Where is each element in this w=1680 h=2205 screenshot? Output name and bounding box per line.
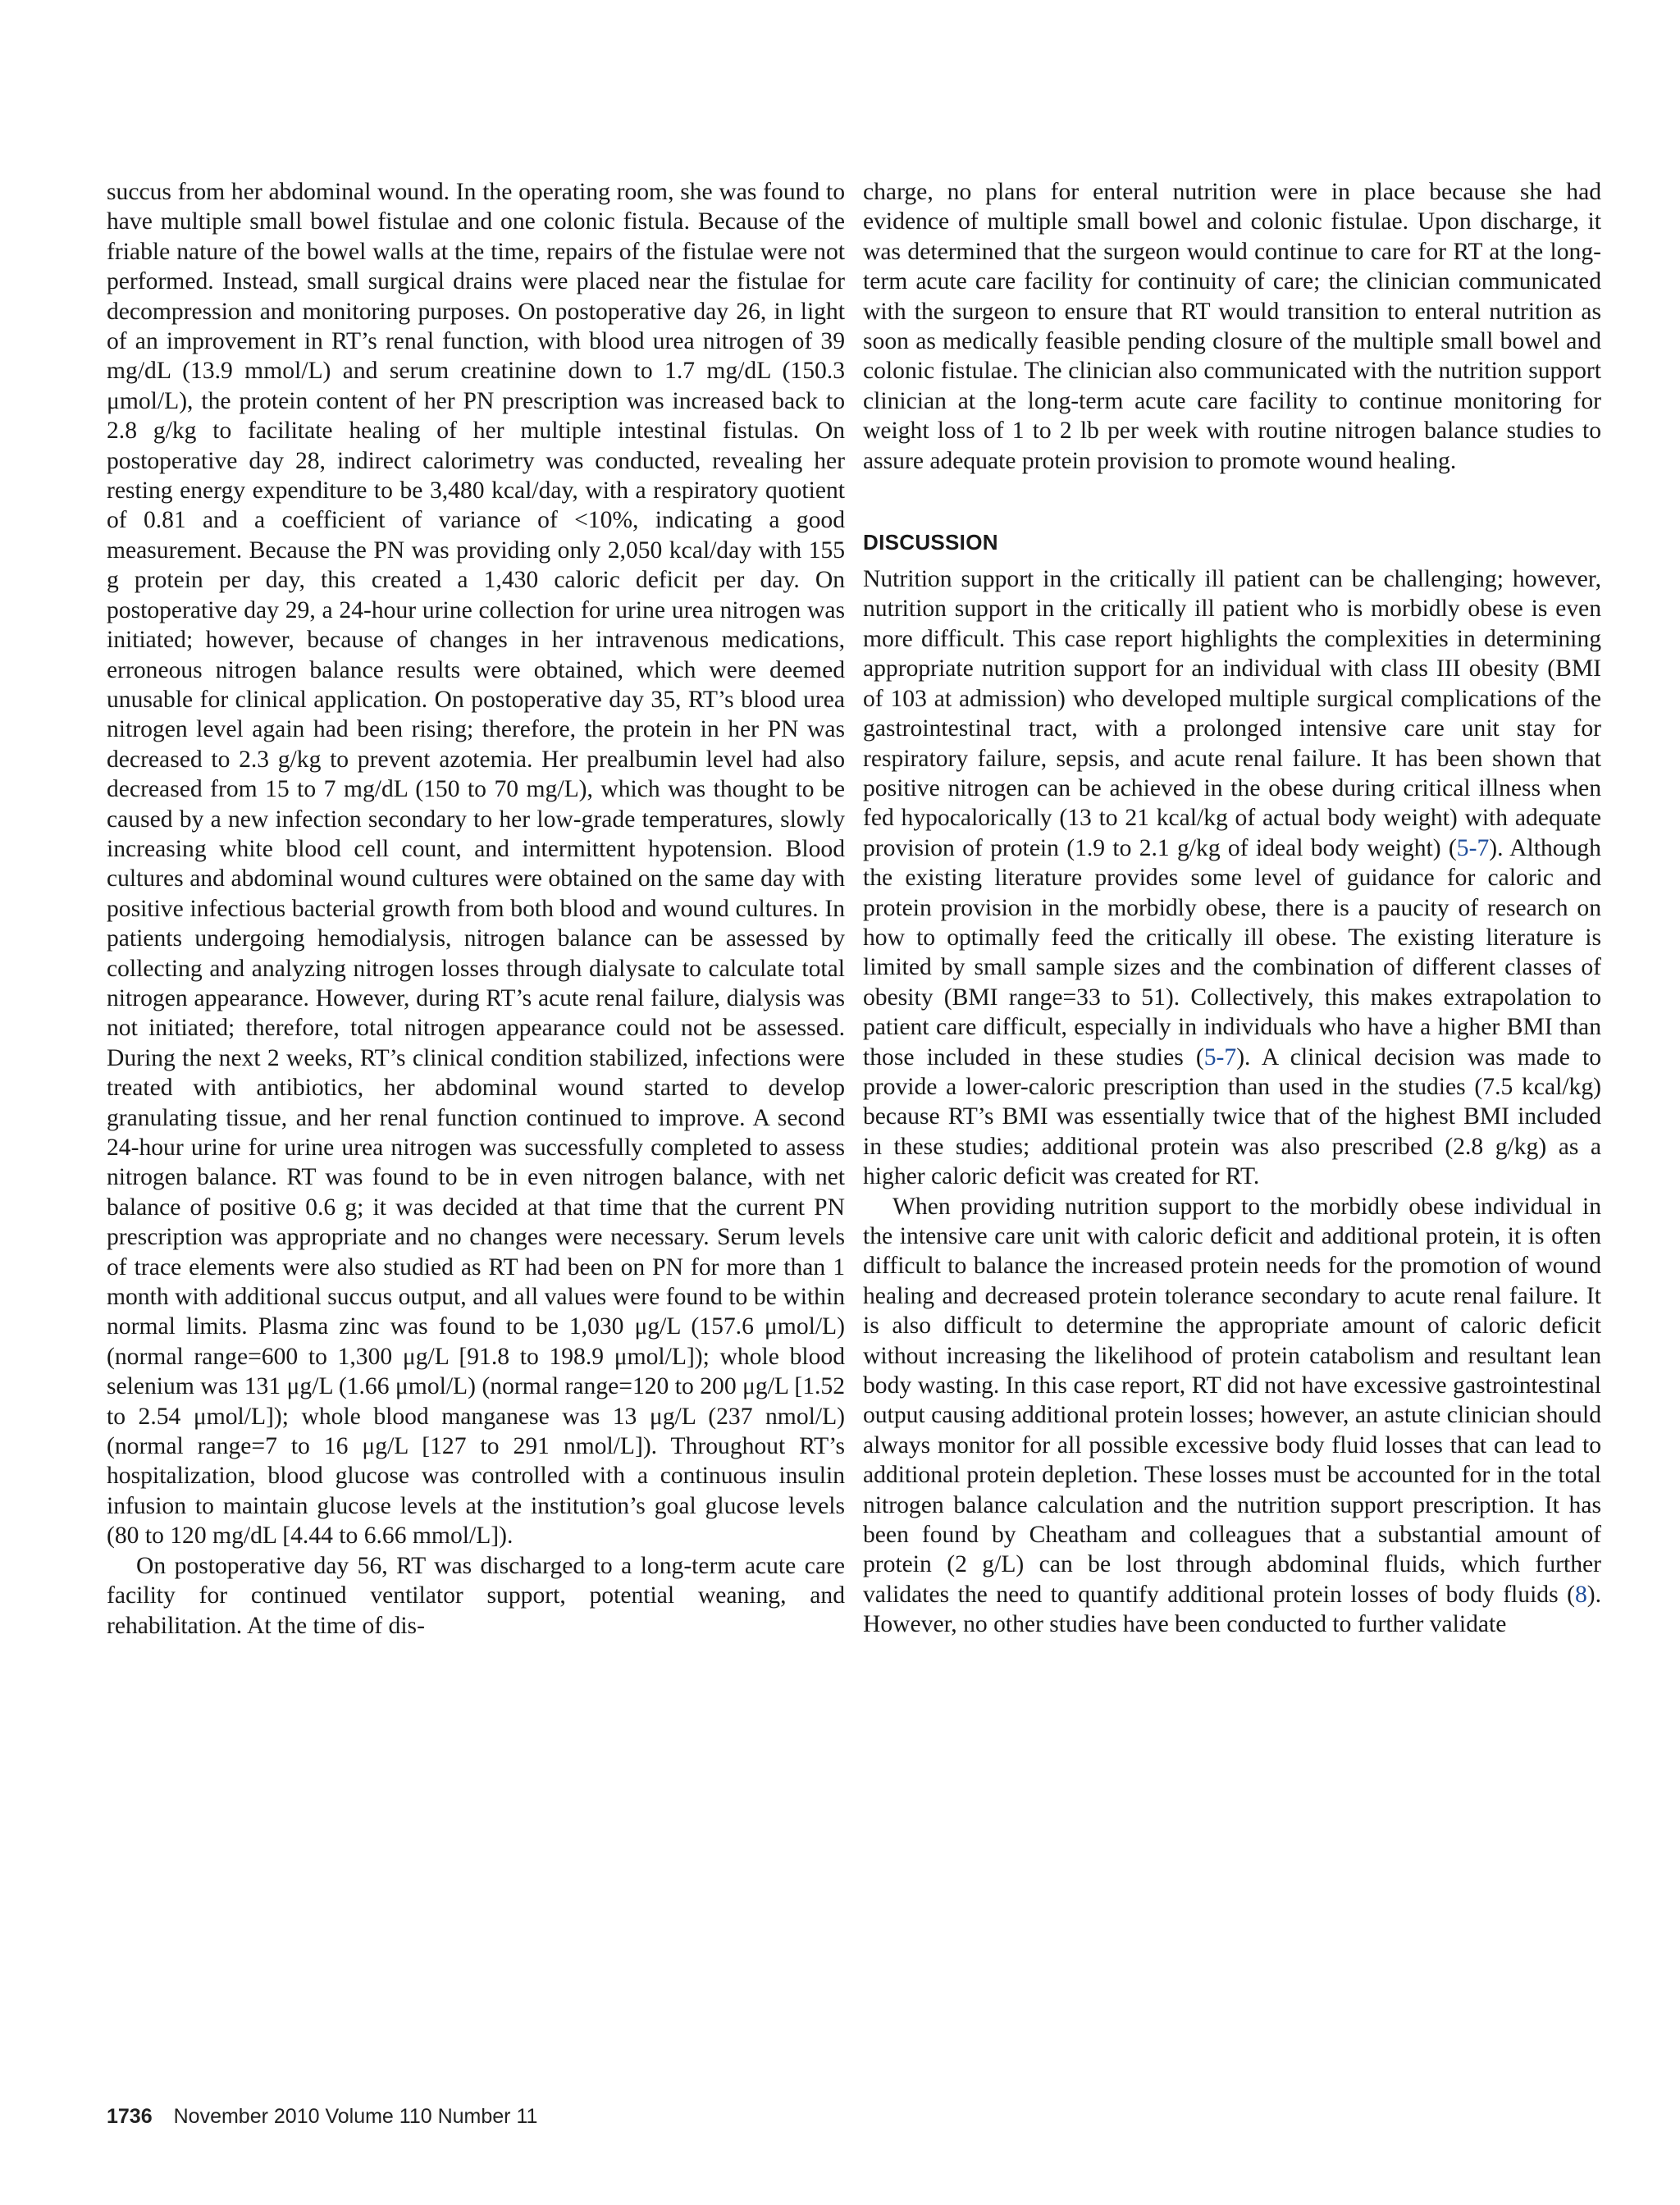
right-column <box>863 177 1601 1640</box>
page-number: 1736 <box>107 2105 153 2128</box>
text-run: ). However, no other studies have been conducted to further validate <box>863 1581 1601 1638</box>
text-run: When providing nutrition support to the morbidly obese individual in the intensive care unit with caloric deficit and additional protein, it is often difficult to balance the increased protein needs for the promotion of wound healing and decreased protein tolerance secondary to acute renal failure. It is also difficult to determine the appropriate amount of caloric deficit without increasing the likelihood of protein catabolism and resultant lean body wasting. In this case report, RT did not have excessive gastrointestinal output causing additional protein losses; however, an astute clinician should always monitor for all possible excessive body fluid losses that can lead to additional protein depletion. These losses must be accounted for in the total nitrogen balance calculation and the nutrition support prescription. It has been found by Cheatham and colleagues that a substantial amount of protein (2 g/L) can be lost through abdominal fluids, which further validates the need to quantify additional protein losses of body fluids ( <box>863 1193 1601 1608</box>
page-footer <box>107 2103 537 2130</box>
citation-link[interactable]: 5-7 <box>1456 834 1490 861</box>
text-run: ). A clinical decision was made to provide a lower-caloric prescription than used in the studies (7.5 kcal/kg) because RT’s BMI was essentially twice that of the highest BMI included in these studies; additional protein was also prescribed (2.8 g/kg) as a higher caloric deficit was created for RT. <box>863 1043 1601 1190</box>
text-run: ). Although the existing literature provides some level of guidance for caloric and protein provision in the morbidly obese, there is a paucity of research on how to optimally feed the critically ill obese. The existing literature is limited by small sample sizes and the combination of different classes of obesity (BMI range=33 to 51). Collectively, this makes extrapolation to patient care difficult, especially in individuals who have a higher BMI than those included in these studies ( <box>863 834 1601 1071</box>
issue-info: November 2010 Volume 110 Number 11 <box>173 2105 538 2128</box>
left-column <box>107 177 845 1641</box>
section-heading: DISCUSSION <box>863 530 998 555</box>
body-paragraph: charge, no plans for enteral nutrition were in place because she had evidence of multiple small bowel and colonic fistulae. Upon discharge, it was determined that the surgeon would continue to care for RT at the long-term acute care facility for continuity of care; the clinician communicated with the surgeon to ensure that RT would transition to enteral nutrition as soon as medically feasible pending closure of the multiple small bowel and colonic fistulae. The clinician also communicated with the nutrition support clinician at the long-term acute care facility to continue monitoring for weight loss of 1 to 2 lb per week with routine nitrogen balance studies to assure adequate protein provision to promote wound healing. <box>863 179 1601 474</box>
citation-link[interactable]: 8 <box>1574 1581 1587 1608</box>
body-paragraph: succus from her abdominal wound. In the operating room, she was found to have multiple small bowel fistulae and one colonic fistula. Because of the friable nature of the bowel walls at the time, repairs of the fistulae were not performed. Instead, small surgical drains were placed near the fistulae for decompression and monitoring purposes. On postoperative day 26, in light of an improvement in RT’s renal function, with blood urea nitrogen of 39 mg/dL (13.9 mmol/L) and serum creatinine down to 1.7 mg/dL (150.3 μmol/L), the protein content of her PN prescription was increased back to 2.8 g/kg to facilitate healing of her multiple intestinal fistulas. On postoperative day 28, indirect calorimetry was conducted, revealing her resting energy expenditure to be 3,480 kcal/day, with a respiratory quotient of 0.81 and a coefficient of variance of <10%, indicating a good measurement. Because the PN was providing only 2,050 kcal/day with 155 g protein per day, this created a 1,430 caloric deficit per day. On postoperative day 29, a 24-hour urine collection for urine urea nitrogen was initiated; however, because of changes in her intravenous medications, erroneous nitrogen balance results were obtained, which were deemed unusable for clinical application. On postoperative day 35, RT’s blood urea nitrogen level again had been rising; therefore, the protein in her PN was decreased to 2.3 g/kg to prevent azotemia. Her prealbumin level had also decreased from 15 to 7 mg/dL (150 to 70 mg/L), which was thought to be caused by a new infection secondary to her low-grade temperatures, slowly increasing white blood cell count, and intermittent hypotension. Blood cultures and abdominal wound cultures were obtained on the same day with positive infectious bacterial growth from both blood and wound cultures. In patients undergoing hemodialysis, nitrogen balance can be assessed by collecting and analyzing nitrogen losses through dialysate to calculate total nitrogen appearance. However, during RT’s acute renal failure, dialysis was not initiated; therefore, total nitrogen appearance could not be assessed. During the next 2 weeks, RT’s clinical condition stabilized, infections were treated with antibiotics, her abdominal wound started to develop granulating tissue, and her renal function continued to improve. A second 24-hour urine for urine urea nitrogen was successfully completed to assess nitrogen balance. RT was found to be in even nitrogen balance, with net balance of positive 0.6 g; it was decided at that time that the current PN prescription was appropriate and no changes were necessary. Serum levels of trace elements were also studied as RT had been on PN for more than 1 month with additional succus output, and all values were found to be within normal limits. Plasma zinc was found to be 1,030 μg/L (157.6 μmol/L) (normal range=600 to 1,300 μg/L [91.8 to 198.9 μmol/L]); whole blood selenium was 131 μg/L (1.66 μmol/L) (normal range=120 to 200 μg/L [1.52 to 2.54 μmol/L]); whole blood manganese was 13 μg/L (237 nmol/L) (normal range=7 to 16 μg/L [127 to 291 nmol/L]). Throughout RT’s hospitalization, blood glucose was controlled with a continuous insulin infusion to maintain glucose levels at the institution’s goal glucose levels (80 to 120 mg/dL [4.44 to 6.66 mmol/L]). <box>107 179 845 1550</box>
body-paragraph: On postoperative day 56, RT was discharged to a long-term acute care facility for continued ventilator support, potential weaning, and rehabilitation. At the time of dis- <box>107 1552 845 1639</box>
body-paragraph <box>863 1192 1601 1640</box>
body-paragraph <box>863 564 1601 1192</box>
text-run: Nutrition support in the critically ill patient can be challenging; however, nutrition support in the critically ill patient who is morbidly obese is even more difficult. This case report highlights the complexities in determining appropriate nutrition support for an individual with class III obesity (BMI of 103 at admission) who developed multiple surgical complications of the gastrointestinal tract, with a prolonged intensive care unit stay for respiratory failure, sepsis, and acute renal failure. It has been shown that positive nitrogen can be achieved in the obese during critical illness when fed hypocalorically (13 to 21 kcal/kg of actual body weight) with adequate provision of protein (1.9 to 2.1 g/kg of ideal body weight) ( <box>863 566 1601 861</box>
citation-link[interactable]: 5-7 <box>1203 1043 1237 1071</box>
